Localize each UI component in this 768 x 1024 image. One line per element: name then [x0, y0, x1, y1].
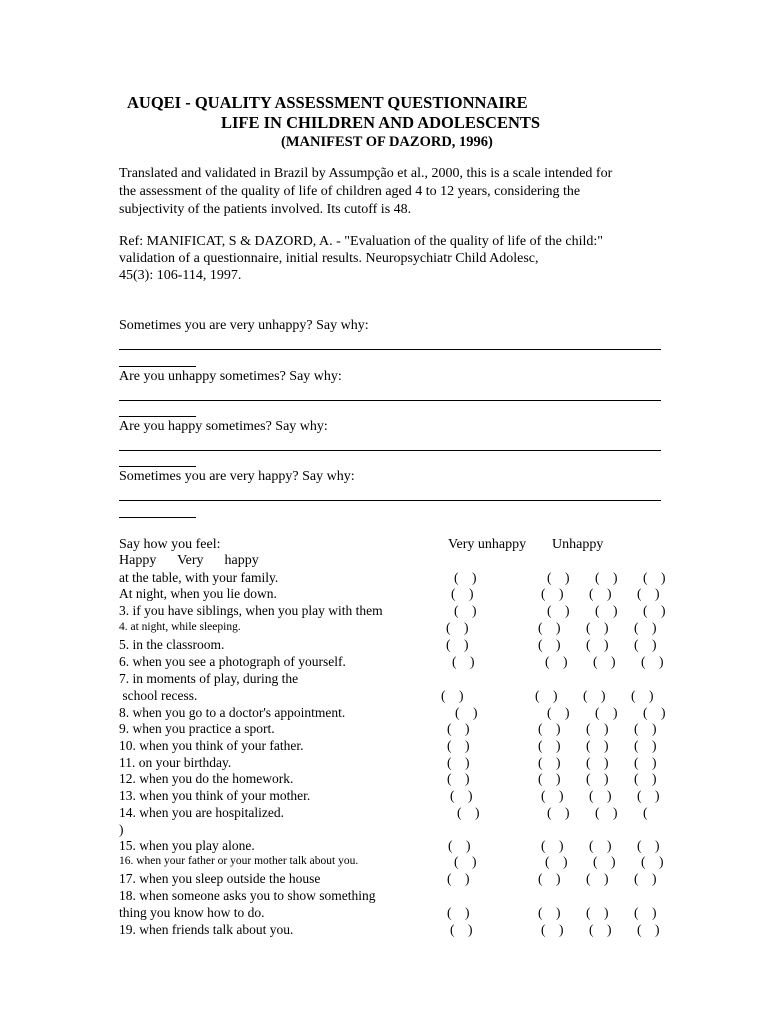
choice-bracket-3[interactable]: ( )	[586, 871, 609, 886]
choice-bracket-1[interactable]: ( )	[454, 570, 477, 585]
title-line-3: (MANIFEST OF DAZORD, 1996)	[281, 134, 493, 150]
choice-bracket-2[interactable]: ( )	[547, 570, 570, 585]
choice-bracket-3[interactable]: ( )	[586, 755, 609, 770]
answer-line-short[interactable]	[119, 517, 196, 518]
answer-line-short[interactable]	[119, 366, 196, 367]
answer-line[interactable]	[119, 500, 661, 501]
choice-bracket-4[interactable]: ( )	[634, 904, 657, 920]
choice-bracket-4[interactable]: ( )	[641, 654, 664, 669]
open-question-4: Sometimes you are very happy? Say why:	[119, 469, 355, 484]
choice-bracket-2[interactable]: ( )	[541, 586, 564, 601]
item-label: 7. in moments of play, during the	[119, 671, 299, 686]
choice-bracket-3[interactable]: ( )	[595, 570, 618, 585]
scale-header-happy: Happy Very happy	[119, 553, 259, 568]
choice-bracket-3[interactable]: ( )	[586, 721, 609, 736]
choice-bracket-4[interactable]: ( )	[643, 603, 666, 618]
choice-bracket-3[interactable]: ( )	[593, 854, 616, 869]
item-label: 8. when you go to a doctor's appointment.	[119, 705, 346, 720]
choice-bracket-4[interactable]: ( )	[641, 854, 664, 869]
item-label: 13. when you think of your mother.	[119, 788, 311, 803]
choice-bracket-4[interactable]: ( )	[634, 738, 657, 753]
choice-bracket-4[interactable]: ( )	[634, 755, 657, 770]
reference-line-1: Ref: MANIFICAT, S & DAZORD, A. - "Evaluation of the quality of life of the child:"	[119, 234, 603, 249]
choice-bracket-2[interactable]: ( )	[547, 805, 570, 820]
choice-bracket-4[interactable]: ( )	[637, 788, 660, 803]
choice-bracket-4[interactable]: ( )	[634, 721, 657, 736]
item-label: 10. when you think of your father.	[119, 738, 304, 753]
choice-bracket-1[interactable]: ( )	[454, 603, 477, 618]
open-question-2: Are you unhappy sometimes? Say why:	[119, 369, 342, 384]
choice-bracket-1[interactable]: ( )	[454, 854, 477, 869]
scale-header-unhappy: Unhappy	[552, 537, 604, 552]
answer-line[interactable]	[119, 450, 661, 451]
intro-line-2: the assessment of the quality of life of children aged 4 to 12 years, considering the	[119, 184, 581, 199]
choice-bracket-3[interactable]: ( )	[586, 904, 609, 920]
choice-bracket-1[interactable]: ( )	[450, 788, 473, 803]
choice-bracket-1[interactable]: ( )	[446, 637, 469, 652]
choice-bracket-1[interactable]: ( )	[447, 771, 470, 786]
choice-bracket-2[interactable]: ( )	[541, 788, 564, 803]
choice-bracket-1[interactable]: ( )	[447, 738, 470, 753]
item-label: 9. when you practice a sport.	[119, 721, 275, 736]
choice-bracket-2[interactable]: ( )	[538, 620, 561, 635]
item-label: At night, when you lie down.	[119, 586, 277, 601]
choice-bracket-3[interactable]: ( )	[589, 838, 612, 853]
item-label: school recess.	[119, 687, 198, 703]
choice-bracket-2[interactable]: ( )	[538, 721, 561, 736]
answer-line[interactable]	[119, 349, 661, 350]
choice-bracket-4[interactable]: ( )	[643, 705, 666, 720]
item-label: 3. if you have siblings, when you play with them	[119, 603, 383, 618]
reference-line-3: 45(3): 106-114, 1997.	[119, 268, 242, 283]
choice-bracket-1[interactable]: ( )	[450, 922, 473, 937]
choice-bracket-3[interactable]: ( )	[586, 771, 609, 786]
choice-bracket-1[interactable]: ( )	[447, 755, 470, 770]
choice-bracket-3[interactable]: ( )	[593, 654, 616, 669]
item-label: 6. when you see a photograph of yourself.	[119, 654, 346, 669]
choice-bracket-1[interactable]: ( )	[447, 871, 470, 886]
choice-bracket-3[interactable]: ( )	[589, 922, 612, 937]
choice-bracket-1[interactable]: ( )	[441, 687, 464, 703]
choice-bracket-1[interactable]: ( )	[446, 620, 469, 635]
choice-bracket-2[interactable]: ( )	[547, 705, 570, 720]
choice-bracket-4[interactable]: ( )	[634, 771, 657, 786]
item-label: 18. when someone asks you to show something	[119, 888, 376, 903]
intro-line-3: subjectivity of the patients involved. Its cutoff is 48.	[119, 202, 412, 217]
answer-line-short[interactable]	[119, 416, 196, 417]
choice-bracket-2[interactable]: ( )	[538, 738, 561, 753]
choice-bracket-4[interactable]: ( )	[634, 620, 657, 635]
choice-bracket-1[interactable]: ( )	[452, 654, 475, 669]
answer-line[interactable]	[119, 400, 661, 401]
choice-bracket-3[interactable]: ( )	[583, 687, 606, 703]
intro-line-1: Translated and validated in Brazil by Assumpção et al., 2000, this is a scale intended for	[119, 166, 613, 181]
item-label: )	[119, 821, 124, 837]
item-label: 11. on your birthday.	[119, 755, 232, 770]
choice-bracket-3[interactable]: ( )	[595, 705, 618, 720]
choice-bracket-2[interactable]: ( )	[545, 654, 568, 669]
choice-bracket-3[interactable]: ( )	[586, 738, 609, 753]
choice-bracket-3[interactable]: ( )	[586, 637, 609, 652]
item-label: 4. at night, while sleeping.	[119, 621, 241, 633]
answer-line-short[interactable]	[119, 466, 196, 467]
choice-bracket-4[interactable]: ( )	[634, 637, 657, 652]
choice-bracket-2[interactable]: ( )	[541, 838, 564, 853]
choice-bracket-1[interactable]: ( )	[447, 721, 470, 736]
choice-bracket-1[interactable]: ( )	[447, 904, 470, 920]
choice-bracket-3[interactable]: ( )	[589, 586, 612, 601]
choice-bracket-3[interactable]: ( )	[595, 603, 618, 618]
choice-bracket-3[interactable]: ( )	[595, 805, 618, 820]
choice-bracket-1[interactable]: ( )	[448, 838, 471, 853]
title-line-2: LIFE IN CHILDREN AND ADOLESCENTS	[221, 113, 541, 132]
choice-bracket-1[interactable]: ( )	[455, 705, 478, 720]
choice-bracket-2[interactable]: ( )	[538, 637, 561, 652]
reference-line-2: validation of a questionnaire, initial results. Neuropsychiatr Child Adolesc,	[119, 251, 539, 266]
choice-bracket-3[interactable]: ( )	[589, 788, 612, 803]
open-question-3: Are you happy sometimes? Say why:	[119, 419, 328, 434]
choice-bracket-2[interactable]: ( )	[547, 603, 570, 618]
item-label: at the table, with your family.	[119, 570, 279, 585]
choice-bracket-2[interactable]: ( )	[538, 755, 561, 770]
item-label: 16. when your father or your mother talk about you.	[119, 855, 359, 867]
choice-bracket-4[interactable]: ( )	[631, 687, 654, 703]
item-label: thing you know how to do.	[119, 904, 265, 920]
item-label: 15. when you play alone.	[119, 838, 255, 853]
choice-bracket-1[interactable]: ( )	[451, 586, 474, 601]
choice-bracket-3[interactable]: ( )	[586, 620, 609, 635]
choice-bracket-4[interactable]: (	[643, 805, 648, 820]
item-label: 19. when friends talk about you.	[119, 922, 294, 937]
item-label: 12. when you do the homework.	[119, 771, 294, 786]
choice-bracket-2[interactable]: ( )	[538, 771, 561, 786]
item-label: 17. when you sleep outside the house	[119, 871, 321, 886]
item-label: 5. in the classroom.	[119, 637, 225, 652]
choice-bracket-4[interactable]: ( )	[637, 922, 660, 937]
choice-bracket-2[interactable]: ( )	[538, 904, 561, 920]
choice-bracket-2[interactable]: ( )	[538, 871, 561, 886]
choice-bracket-4[interactable]: ( )	[637, 586, 660, 601]
choice-bracket-4[interactable]: ( )	[634, 871, 657, 886]
choice-bracket-1[interactable]: ( )	[457, 805, 480, 820]
title-line-1: AUQEI - QUALITY ASSESSMENT QUESTIONNAIRE	[127, 93, 528, 112]
open-question-1: Sometimes you are very unhappy? Say why:	[119, 318, 369, 333]
scale-header-very-unhappy: Very unhappy	[448, 537, 527, 552]
choice-bracket-2[interactable]: ( )	[541, 922, 564, 937]
choice-bracket-4[interactable]: ( )	[643, 570, 666, 585]
choice-bracket-2[interactable]: ( )	[545, 854, 568, 869]
choice-bracket-4[interactable]: ( )	[637, 838, 660, 853]
choice-bracket-2[interactable]: ( )	[535, 687, 558, 703]
item-label: 14. when you are hospitalized.	[119, 805, 284, 820]
scale-prompt: Say how you feel:	[119, 537, 221, 552]
